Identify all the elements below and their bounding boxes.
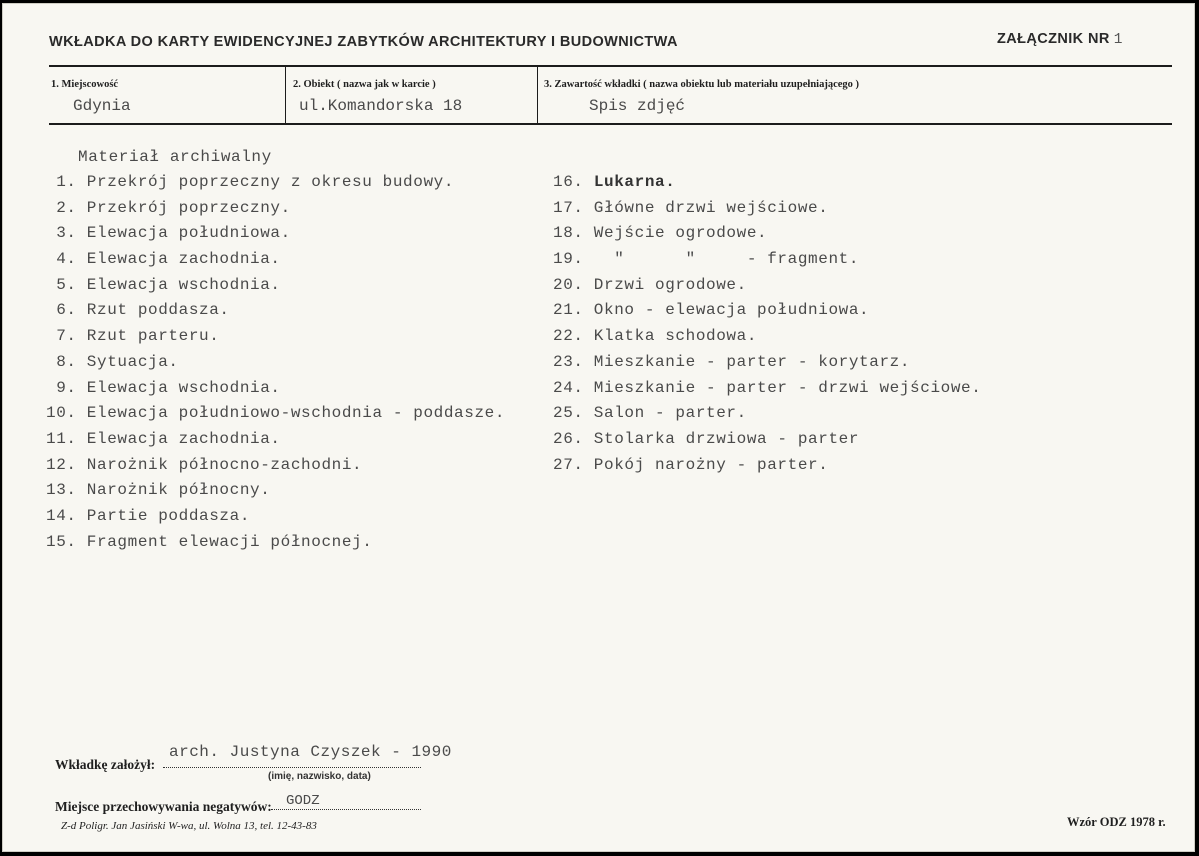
- negatives-value: GODZ: [286, 793, 320, 809]
- list-item-text: Lukarna.: [593, 173, 676, 191]
- field-divider-1: [285, 67, 286, 124]
- list-item: 22. Klatka schodowa.: [553, 327, 758, 346]
- list-item: 27. Pokój narożny - parter.: [553, 455, 829, 474]
- list-item: 24. Mieszkanie - parter - drzwi wejściowe.: [553, 378, 982, 397]
- index-card-insert: [2, 3, 1195, 852]
- list-item: 25. Salon - parter.: [553, 404, 747, 423]
- author-caption: (imię, nazwisko, data): [268, 771, 371, 782]
- list-item: 23. Mieszkanie - parter - korytarz.: [553, 352, 911, 371]
- list-item: 21. Okno - elewacja południowa.: [553, 301, 870, 320]
- list-item: 17. Główne drzwi wejściowe.: [553, 198, 829, 217]
- annex-label-text: ZAŁĄCZNIK NR: [997, 31, 1110, 47]
- annex-label: [997, 31, 1123, 48]
- list-item: 20. Drzwi ogrodowe.: [553, 275, 747, 294]
- list-item: 6. Rzut poddasza.: [46, 301, 230, 320]
- list-item: 18. Wejście ogrodowe.: [553, 224, 768, 243]
- content-label: 3. Zawartość wkładki ( nazwa obiektu lub materiału uzupełniającego ): [544, 79, 860, 90]
- list-item: 4. Elewacja zachodnia.: [46, 250, 281, 269]
- header-top-rule: [49, 65, 1172, 67]
- object-label: 2. Obiekt ( nazwa jak w karcie ): [293, 79, 436, 90]
- list-item: 8. Sytuacja.: [46, 352, 179, 371]
- list-item: 26. Stolarka drzwiowa - parter: [553, 429, 860, 448]
- header-bottom-rule: [49, 123, 1172, 125]
- field-divider-2: [537, 67, 538, 124]
- negatives-dotted-line: [271, 809, 421, 810]
- list-item: 2. Przekrój poprzeczny.: [46, 198, 291, 217]
- list-item: 19. " " - fragment.: [553, 250, 860, 269]
- content-value: Spis zdjęć: [589, 97, 686, 115]
- location-label: 1. Miejscowość: [51, 79, 119, 90]
- list-heading: Materiał archiwalny: [78, 148, 272, 166]
- list-item: [553, 170, 981, 196]
- author-value: arch. Justyna Czyszek - 1990: [169, 743, 452, 761]
- annex-number: 1: [1113, 32, 1123, 48]
- list-item: 3. Elewacja południowa.: [46, 224, 291, 243]
- form-title: WKŁADKA DO KARTY EWIDENCYJNEJ ZABYTKÓW ARCHITEKTURY I BUDOWNICTWA: [49, 34, 678, 50]
- list-item: 9. Elewacja wschodnia.: [46, 378, 281, 397]
- author-label: Wkładkę założył:: [55, 757, 156, 772]
- right-photo-list: [553, 170, 981, 478]
- object-value: ul.Komandorska 18: [299, 97, 463, 115]
- left-photo-list: [46, 170, 505, 555]
- list-item-number: 16.: [553, 173, 594, 191]
- location-value: Gdynia: [73, 97, 131, 115]
- list-item: 13. Narożnik północny.: [46, 481, 271, 500]
- list-item: 15. Fragment elewacji północnej.: [46, 532, 373, 551]
- list-item: 11. Elewacja zachodnia.: [46, 429, 281, 448]
- form-version: Wzór ODZ 1978 r.: [1067, 815, 1166, 829]
- list-item: 7. Rzut parteru.: [46, 327, 220, 346]
- list-item: 14. Partie poddasza.: [46, 506, 251, 525]
- printer-imprint: Z-d Poligr. Jan Jasiński W-wa, ul. Wolna 13, tel. 12-43-83: [61, 820, 317, 832]
- list-item: 1. Przekrój poprzeczny z okresu budowy.: [46, 173, 455, 191]
- negatives-label: Miejsce przechowywania negatywów:: [55, 799, 272, 814]
- list-item: 12. Narożnik północno-zachodni.: [46, 455, 363, 474]
- list-item: 10. Elewacja południowo-wschodnia - poddasze.: [46, 404, 506, 423]
- author-dotted-line: [163, 767, 421, 768]
- list-item: 5. Elewacja wschodnia.: [46, 275, 281, 294]
